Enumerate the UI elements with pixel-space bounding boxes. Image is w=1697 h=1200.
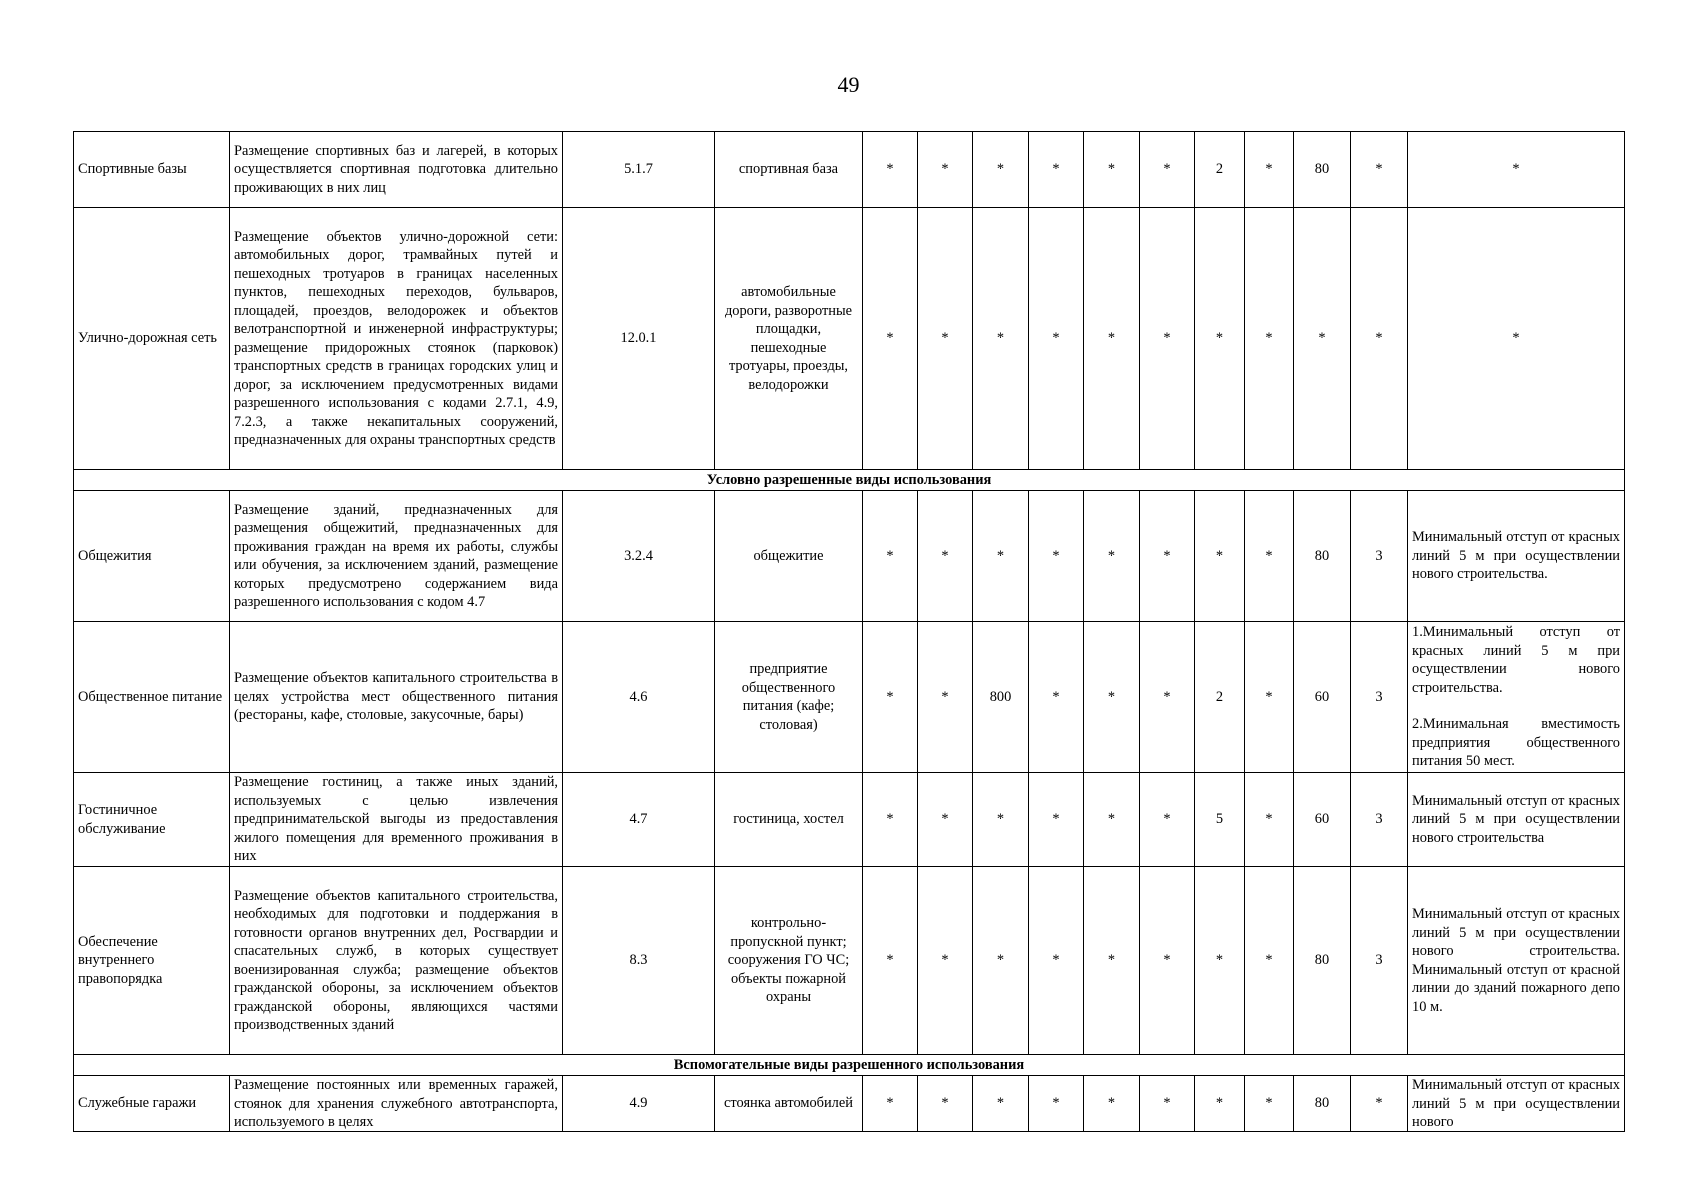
parameter-value-4: * — [1029, 1076, 1084, 1132]
parameter-value-9: * — [1294, 208, 1351, 470]
note-cell — [1408, 867, 1625, 1055]
parameter-value-2: * — [918, 1076, 973, 1132]
use-type-name: Гостиничное обслуживание — [74, 773, 230, 867]
note-cell — [1408, 1076, 1625, 1132]
parameter-value-5: * — [1084, 491, 1140, 622]
section-header-row — [74, 1055, 1625, 1076]
use-type-description: Размещение объектов капитального строительства, необходимых для подготовки и поддержания в готовности органов внутренних дел, Росгвардии и спасательных служб, в которых существует военизированная служба; размещение объектов гражданской обороны, за исключением объектов гражданской обороны, являющихся частями производственных зданий — [230, 867, 563, 1055]
use-type-description: Размещение объектов капитального строительства в целях устройства мест общественного питания (рестораны, кафе, столовые, закусочные, бары) — [230, 622, 563, 773]
section-header-row — [74, 470, 1625, 491]
parameter-value-1: * — [863, 867, 918, 1055]
use-type-name: Обеспечение внутреннего правопорядка — [74, 867, 230, 1055]
use-type-code: 12.0.1 — [563, 208, 715, 470]
parameter-value-4: * — [1029, 491, 1084, 622]
parameter-value-8: * — [1245, 132, 1294, 208]
parameter-value-3: 800 — [973, 622, 1029, 773]
note-paragraph: Минимальный отступ от красных линий 5 м при осуществлении нового строительства. — [1412, 529, 1620, 583]
parameter-value-1: * — [863, 773, 918, 867]
parameter-value-10: 3 — [1351, 773, 1408, 867]
zoning-table — [73, 131, 1625, 1132]
parameter-value-3: * — [973, 867, 1029, 1055]
parameter-value-7: * — [1195, 208, 1245, 470]
parameter-value-10: 3 — [1351, 867, 1408, 1055]
clipped-content — [1412, 1076, 1620, 1130]
parameter-value-9: 80 — [1294, 132, 1351, 208]
use-type-code: 4.6 — [563, 622, 715, 773]
parameter-value-4: * — [1029, 208, 1084, 470]
parameter-value-6: * — [1140, 132, 1195, 208]
parameter-value-2: * — [918, 491, 973, 622]
parameter-value-10: * — [1351, 208, 1408, 470]
note-cell — [1408, 773, 1625, 867]
parameter-value-2: * — [918, 867, 973, 1055]
note-paragraph: 1.Минимальный отступ от красных линий 5 м при осуществлении нового строительства. — [1412, 624, 1620, 696]
use-type-name: Улично-дорожная сеть — [74, 208, 230, 470]
parameter-value-6: * — [1140, 491, 1195, 622]
use-type-code: 3.2.4 — [563, 491, 715, 622]
parameter-value-5: * — [1084, 132, 1140, 208]
parameter-value-2: * — [918, 208, 973, 470]
use-type-description: Размещение зданий, предназначенных для размещения общежитий, предназначенных для проживания граждан на время их работы, службы или обучения, за исключением зданий, размещение которых предусмотрено содержанием вида разрешенного использования с кодом 4.7 — [230, 491, 563, 622]
parameter-value-3: * — [973, 132, 1029, 208]
parameter-value-8: * — [1245, 773, 1294, 867]
parameter-value-2: * — [918, 773, 973, 867]
use-type-code: 4.9 — [563, 1076, 715, 1132]
parameter-value-6: * — [1140, 622, 1195, 773]
parameter-value-9: 80 — [1294, 867, 1351, 1055]
table-body — [74, 132, 1625, 1132]
table-row — [74, 132, 1625, 208]
table-row — [74, 867, 1625, 1055]
use-type-code: 8.3 — [563, 867, 715, 1055]
note-paragraph: * — [1512, 161, 1520, 178]
parameter-value-3: * — [973, 1076, 1029, 1132]
parameter-value-1: * — [863, 208, 918, 470]
parameter-value-10: 3 — [1351, 622, 1408, 773]
use-type-description: Размещение гостиниц, а также иных зданий, используемых с целью извлечения предпринимательской выгоды из предоставления жилого помещения для временного проживания в них — [230, 773, 563, 867]
use-type-code: 5.1.7 — [563, 132, 715, 208]
table-row — [74, 773, 1625, 867]
parameter-value-6: * — [1140, 773, 1195, 867]
parameter-value-5: * — [1084, 622, 1140, 773]
section-title: Условно разрешенные виды использования — [74, 470, 1625, 491]
parameter-value-7: 2 — [1195, 132, 1245, 208]
parameter-value-10: * — [1351, 132, 1408, 208]
use-type-description: Размещение спортивных баз и лагерей, в которых осуществляется спортивная подготовка длительно проживающих в них лиц — [230, 132, 563, 208]
parameter-value-9: 80 — [1294, 1076, 1351, 1132]
parameter-value-1: * — [863, 1076, 918, 1132]
parameter-value-4: * — [1029, 622, 1084, 773]
note-paragraph: 2.Минимальная вместимость предприятия общественного питания 50 мест. — [1412, 716, 1620, 770]
parameter-value-3: * — [973, 208, 1029, 470]
parameter-value-9: 60 — [1294, 773, 1351, 867]
note-paragraph: Минимальный отступ от красных линий 5 м при осуществлении нового строительства — [1412, 792, 1620, 846]
parameter-value-5: * — [1084, 867, 1140, 1055]
parameter-value-8: * — [1245, 1076, 1294, 1132]
use-type-name: Общественное питание — [74, 622, 230, 773]
parameter-value-4: * — [1029, 773, 1084, 867]
parameter-value-8: * — [1245, 622, 1294, 773]
parameter-value-10: 3 — [1351, 491, 1408, 622]
parameter-value-9: 80 — [1294, 491, 1351, 622]
note-paragraph: Минимальный отступ от красных линий 5 м при осуществлении нового строительства. Минимальный отступ от красной линии до зданий пожарного депо 10 м. — [1412, 906, 1620, 1015]
note-cell — [1408, 491, 1625, 622]
parameter-value-2: * — [918, 132, 973, 208]
clipped-content: Размещение постоянных или временных гаражей, стоянок для хранения служебного автотранспорта, используемого в целях — [234, 1077, 558, 1130]
use-type-name: Спортивные базы — [74, 132, 230, 208]
parameter-value-1: * — [863, 622, 918, 773]
parameter-value-3: * — [973, 491, 1029, 622]
parameter-value-7: 5 — [1195, 773, 1245, 867]
parameter-value-5: * — [1084, 1076, 1140, 1132]
capital-object: гостиница, хостел — [715, 773, 863, 867]
capital-object: спортивная база — [715, 132, 863, 208]
table-row — [74, 208, 1625, 470]
parameter-value-7: * — [1195, 491, 1245, 622]
note-cell — [1408, 132, 1625, 208]
table-row — [74, 1076, 1625, 1132]
parameter-value-5: * — [1084, 208, 1140, 470]
table-row — [74, 622, 1625, 773]
parameter-value-5: * — [1084, 773, 1140, 867]
note-cell — [1408, 208, 1625, 470]
use-type-name: Общежития — [74, 491, 230, 622]
capital-object: стоянка автомобилей — [715, 1076, 863, 1132]
parameter-value-9: 60 — [1294, 622, 1351, 773]
capital-object: общежитие — [715, 491, 863, 622]
parameter-value-1: * — [863, 491, 918, 622]
parameter-value-3: * — [973, 773, 1029, 867]
parameter-value-7: * — [1195, 867, 1245, 1055]
use-type-name: Служебные гаражи — [74, 1076, 230, 1132]
capital-object: предприятие общественного питания (кафе; столовая) — [715, 622, 863, 773]
parameter-value-7: * — [1195, 1076, 1245, 1132]
section-title: Вспомогательные виды разрешенного использования — [74, 1055, 1625, 1076]
parameter-value-6: * — [1140, 867, 1195, 1055]
note-cell — [1408, 622, 1625, 773]
parameter-value-4: * — [1029, 867, 1084, 1055]
parameter-value-4: * — [1029, 132, 1084, 208]
note-paragraph: Минимальный отступ от красных линий 5 м при осуществлении нового — [1412, 1077, 1620, 1130]
parameter-value-6: * — [1140, 208, 1195, 470]
use-type-description — [230, 1076, 563, 1132]
note-gap — [1412, 697, 1620, 715]
parameter-value-2: * — [918, 622, 973, 773]
parameter-value-7: 2 — [1195, 622, 1245, 773]
use-type-code: 4.7 — [563, 773, 715, 867]
capital-object: автомобильные дороги, разворотные площадки, пешеходные тротуары, проезды, велодорожки — [715, 208, 863, 470]
parameter-value-8: * — [1245, 867, 1294, 1055]
parameter-value-8: * — [1245, 208, 1294, 470]
parameter-value-6: * — [1140, 1076, 1195, 1132]
parameter-value-1: * — [863, 132, 918, 208]
use-type-description: Размещение объектов улично-дорожной сети: автомобильных дорог, трамвайных путей и пешеходных тротуаров в границах населенных пунктов, пешеходных переходов, бульваров, площадей, проездов, велодорожек и объектов велотранспортной и инженерной инфраструктуры; размещение придорожных стоянок (парковок) транспортных средств в границах городских улиц и дорог, за исключением предусмотренных видами разрешенного использования с кодами 2.7.1, 4.9, 7.2.3, а также некапитальных сооружений, предназначенных для охраны транспортных средств — [230, 208, 563, 470]
page-number: 49 — [837, 72, 860, 97]
capital-object: контрольно-пропускной пункт; сооружения ГО ЧС; объекты пожарной охраны — [715, 867, 863, 1055]
note-paragraph: * — [1512, 330, 1520, 347]
parameter-value-8: * — [1245, 491, 1294, 622]
table-row — [74, 491, 1625, 622]
parameter-value-10: * — [1351, 1076, 1408, 1132]
